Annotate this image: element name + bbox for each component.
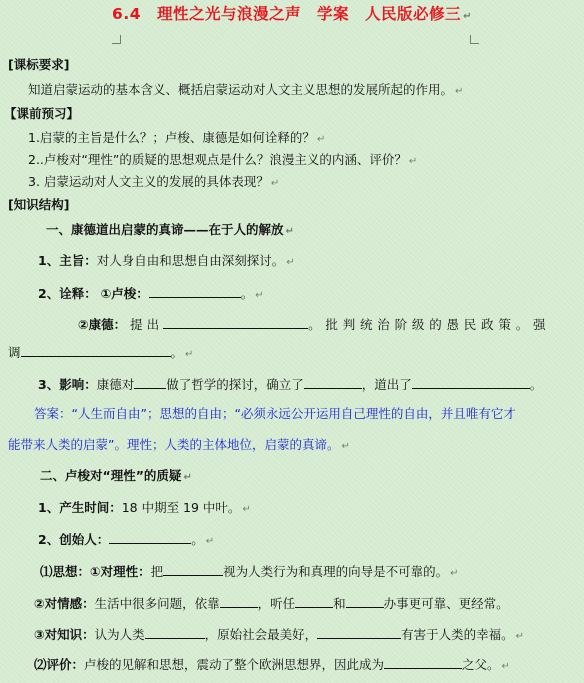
part2-evaluation: ⑵评价：卢梭的见解和思想，震动了整个欧洲思想界，因此成为 之父。 ↵ (34, 657, 510, 672)
title-main: 理性之光与浪漫之声 (157, 5, 302, 23)
part2-item-time: 1、产生时间：18 中期至 19 中叶。 ↵ (38, 500, 251, 515)
part1-item-kant: ②康德： 提出 。批判统治阶级的愚民政策。强 (78, 317, 551, 332)
paragraph-mark-icon: ↵ (450, 568, 459, 579)
part2-thought-knowledge: ③对知识：认为人类 ，原始社会最美好， 有害于人类的幸福。 ↵ (34, 627, 525, 642)
fill-blank[interactable] (163, 316, 308, 329)
fill-blank[interactable] (21, 344, 171, 357)
paragraph-mark-icon: ↵ (341, 441, 350, 452)
fill-blank[interactable] (384, 656, 462, 669)
paragraph-mark-icon: ↵ (205, 536, 215, 547)
fill-blank[interactable] (134, 376, 166, 389)
fill-blank[interactable] (109, 531, 191, 544)
fill-blank[interactable] (304, 376, 362, 389)
paragraph-mark-icon: ↵ (501, 661, 510, 672)
title-type: 学案 (317, 5, 350, 23)
fill-blank[interactable] (149, 285, 241, 298)
corner-mark-top-left (112, 35, 121, 44)
paragraph-mark-icon: ↵ (270, 178, 280, 189)
paragraph-mark-icon: ↵ (285, 226, 294, 237)
part2-heading: 二、卢梭对“理性”的质疑 ↵ (40, 468, 192, 483)
paragraph-mark-icon: ↵ (242, 504, 251, 515)
paragraph-mark-icon: ↵ (255, 290, 264, 301)
fill-blank[interactable] (295, 595, 333, 608)
part1-heading: 一、康德道出启蒙的真谛——在于人的解放 ↵ (46, 222, 294, 237)
part1-item-kant-cont: 调 。 ↵ (8, 345, 194, 360)
part1-item-aim: 1、主旨：对人身自由和思想自由深刻探讨。 ↵ (38, 253, 295, 268)
corner-mark-top-right (470, 35, 479, 44)
paragraph-mark-icon: ↵ (455, 86, 464, 97)
paragraph-mark-icon: ↵ (515, 631, 525, 642)
part2-thought-emotion: ②对情感：生活中很多问题，依靠 ，听任 和 办事更可靠、更经常。 (34, 596, 509, 611)
page-title (0, 6, 584, 25)
fill-blank[interactable] (346, 595, 384, 608)
section-heading-preview: 【课前预习】 (4, 106, 80, 121)
fill-blank[interactable] (220, 595, 258, 608)
answer-line-1: 答案：“人生而自由”；思想的自由；“必须永远公开运用自己理性的自由，并且唯有它才 (34, 406, 516, 421)
paragraph-mark-icon: ↵ (316, 134, 326, 145)
paragraph-mark-icon: ↵ (286, 257, 295, 268)
preview-question-1: 1.启蒙的主旨是什么？；卢梭、康德是如何诠释的？ ↵ (28, 130, 326, 145)
section-heading-structure: [知识结构] (8, 197, 70, 212)
fill-blank[interactable] (145, 626, 205, 639)
paragraph-mark-icon: ↵ (408, 156, 418, 167)
paragraph-mark-icon: ↵ (463, 11, 472, 22)
paragraph-mark-icon: ↵ (183, 472, 192, 483)
fill-blank[interactable] (412, 376, 530, 389)
preview-question-2: 2..卢梭对“理性”的质疑的思想观点是什么？浪漫主义的内涵、评价？ ↵ (28, 152, 418, 167)
paragraph-mark-icon: ↵ (185, 349, 194, 360)
part1-item-interpretation: 2、诠释： ①卢梭： 。 ↵ (38, 286, 264, 301)
part1-item-influence: 3、影响：康德对 做了哲学的探讨，确立了 ，道出了 。 (38, 377, 543, 392)
fill-blank[interactable] (163, 563, 223, 576)
answer-line-2: 能带来人类的启蒙”。理性；人类的主体地位，启蒙的真谛。 ↵ (8, 437, 350, 452)
fill-blank[interactable] (317, 626, 401, 639)
part2-item-founder: 2、创始人： 。 ↵ (38, 532, 215, 547)
preview-question-3: 3. 启蒙运动对人文主义的发展的具体表现？ ↵ (28, 174, 280, 189)
title-edition: 人民版必修三 (365, 5, 462, 23)
title-number: 6.4 (112, 5, 142, 23)
section-heading-requirements: [课标要求] (8, 57, 70, 72)
requirements-text: 知道启蒙运动的基本含义、概括启蒙运动对人文主义思想的发展所起的作用。 ↵ (28, 82, 464, 97)
part2-thought-reason: ⑴思想：①对理性：把 视为人类行为和真理的向导是不可靠的。 ↵ (40, 564, 459, 579)
